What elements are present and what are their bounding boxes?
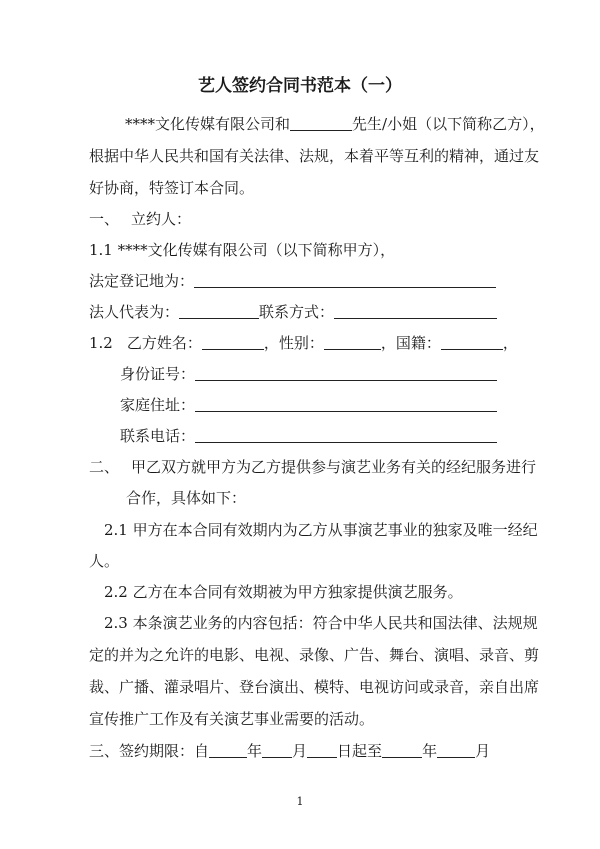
blank-id-number	[195, 365, 497, 381]
section-2-number: 二、	[89, 458, 120, 476]
blank-end-year	[382, 742, 422, 758]
legal-rep-label: 法人代表为：	[89, 303, 180, 321]
section-1-title: 立约人：	[131, 210, 192, 228]
registered-address-label: 法定登记地为：	[89, 272, 195, 290]
document-title: 艺人签约合同书范本（一）	[198, 76, 402, 96]
clause-2-3-line-4: 宣传推广工作及有关演艺事业需要的活动。	[89, 710, 375, 728]
registered-address-line	[89, 271, 496, 291]
intro-line-3: 好协商，特签订本合同。	[89, 179, 255, 197]
clause-2-3-line-3: 裁、广播、灌录唱片、登台演出、模特、电视访问或录音，亲自出席	[89, 678, 540, 696]
blank-nationality	[441, 334, 503, 350]
blank-legal-rep	[179, 303, 259, 319]
end-month-label: 月	[475, 742, 491, 760]
clause-1-2-number: 1.2	[89, 334, 113, 352]
clause-2-2: 2.2 乙方在本合同有效期被为甲方独家提供演艺服务。	[104, 583, 463, 601]
party-b-name-label: 乙方姓名：	[126, 334, 202, 352]
intro-line-2: 根据中华人民共和国有关法律、法规，本着平等互利的精神，通过友	[89, 147, 540, 165]
page-number: 1	[296, 795, 304, 808]
clause-2-3-line-1: 2.3 本条演艺业务的内容包括：符合中华人民共和国法律、法规规	[104, 614, 538, 632]
trailing-comma: ，	[502, 334, 518, 352]
section-1-number: 一、	[89, 210, 120, 228]
section-2-heading	[89, 457, 536, 477]
blank-party-b-name	[290, 115, 352, 131]
blank-gender	[324, 334, 381, 350]
section-2-title: 甲乙双方就甲方为乙方提供参与演艺业务有关的经纪服务进行	[131, 458, 537, 476]
intro-party-b: 先生/小姐（以下简称乙方），	[352, 115, 545, 133]
term-label: 三、签约期限：自	[89, 742, 210, 760]
party-a-name: ****文化传媒有限公司和	[125, 115, 291, 133]
home-address-label: 家庭住址：	[120, 396, 196, 414]
phone-line	[120, 426, 497, 446]
start-year-label: 年	[247, 742, 263, 760]
contact-label: 联系方式：	[259, 303, 335, 321]
blank-start-day	[307, 742, 337, 758]
gender-label: ，性别：	[263, 334, 324, 352]
day-from-label: 日起至	[337, 742, 383, 760]
blank-start-year	[209, 742, 247, 758]
nationality-label: ，国籍：	[380, 334, 441, 352]
intro-line-1	[125, 114, 545, 134]
blank-end-month	[437, 742, 475, 758]
legal-rep-line	[89, 302, 497, 322]
blank-contact	[334, 303, 497, 319]
blank-start-month	[262, 742, 292, 758]
section-2-heading-cont: 合作，具体如下：	[126, 489, 247, 507]
clause-2-1-line-2: 人。	[89, 552, 120, 570]
id-number-line	[120, 364, 497, 384]
clause-2-3-line-2: 定的并为之允许的电影、电视、录像、广告、舞台、演唱、录音、剪	[89, 646, 540, 664]
blank-phone	[195, 427, 497, 443]
section-3-term-line	[89, 741, 490, 761]
clause-1-2-line	[89, 333, 518, 353]
home-address-line	[120, 395, 497, 415]
section-1-heading	[89, 209, 191, 229]
blank-party-b-name-field	[202, 334, 264, 350]
id-number-label: 身份证号：	[120, 365, 196, 383]
phone-label: 联系电话：	[120, 427, 196, 445]
clause-1-1: 1.1 ****文化传媒有限公司（以下简称甲方），	[89, 241, 396, 259]
clause-2-1-line-1: 2.1 甲方在本合同有效期内为乙方从事演艺事业的独家及唯一经纪	[104, 521, 538, 539]
end-year-label: 年	[422, 742, 438, 760]
blank-home-address	[195, 396, 497, 412]
start-month-label: 月	[292, 742, 308, 760]
blank-registered-address	[194, 272, 496, 288]
